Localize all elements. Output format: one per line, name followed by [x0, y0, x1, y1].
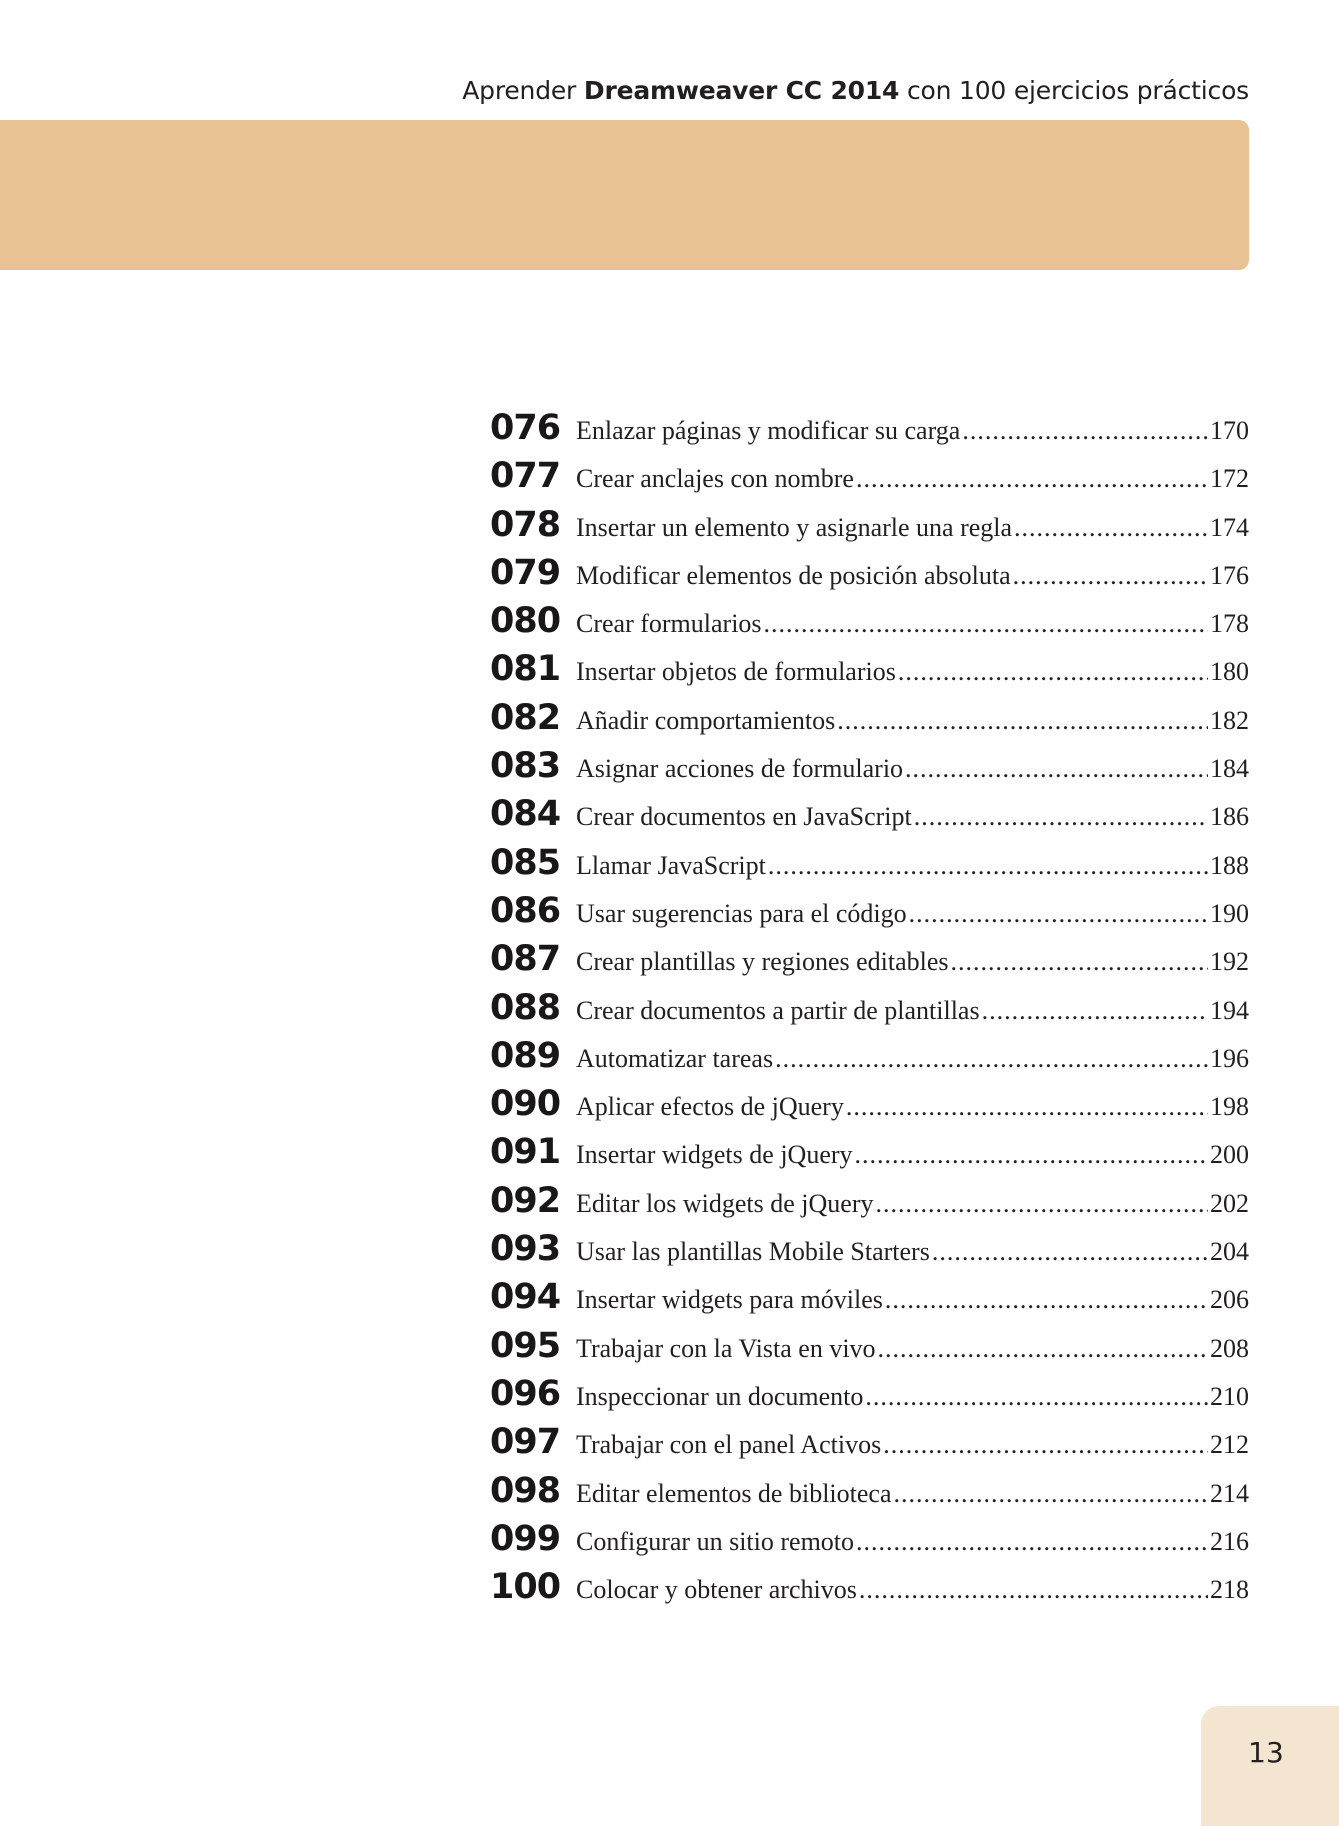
toc-exercise-title: Enlazar páginas y modificar su carga: [576, 416, 961, 445]
toc-page-number: 194: [1210, 995, 1249, 1025]
toc-page-number: 184: [1210, 754, 1249, 784]
toc-page-number: 202: [1210, 1188, 1249, 1218]
toc-exercise-title: Inspeccionar un documento: [576, 1381, 864, 1411]
toc-page-number: 214: [1210, 1478, 1249, 1508]
toc-exercise-number: 093: [490, 1229, 561, 1270]
toc-page-number: 206: [1210, 1285, 1249, 1315]
header-prefix: Aprender: [462, 76, 577, 105]
toc-dot-leader: [856, 464, 1208, 494]
toc-exercise-title: Insertar objetos de formularios: [576, 657, 896, 687]
toc-dot-leader: [885, 1285, 1208, 1315]
toc-page-number: 210: [1210, 1381, 1249, 1411]
toc-entry: [490, 891, 1249, 939]
toc-page-number: 216: [1210, 1526, 1249, 1556]
toc-exercise-number: 082: [490, 697, 561, 738]
toc-entry: [490, 456, 1249, 504]
header-suffix: con 100 ejercicios prácticos: [906, 76, 1249, 105]
toc-dot-leader: [1013, 561, 1208, 591]
toc-exercise-number: 097: [490, 1422, 561, 1463]
toc-exercise-number: 078: [490, 504, 561, 545]
toc-exercise-title: Crear plantillas y regiones editables: [576, 947, 949, 977]
toc-dot-leader: [876, 1189, 1209, 1219]
toc-dot-leader: [837, 706, 1208, 736]
toc-dot-leader: [775, 1044, 1208, 1074]
toc-page-number: 170: [1210, 416, 1249, 445]
toc-page-number: 196: [1210, 1043, 1249, 1073]
toc-dot-leader: [846, 1092, 1208, 1122]
toc-exercise-number: 077: [490, 456, 561, 497]
toc-exercise-title: Usar las plantillas Mobile Starters: [576, 1237, 930, 1267]
toc-entry: [490, 1084, 1249, 1132]
toc-exercise-title: Editar los widgets de jQuery: [576, 1188, 874, 1218]
toc-entry: [490, 746, 1249, 794]
toc-dot-leader: [905, 754, 1208, 784]
toc-dot-leader: [962, 416, 1208, 446]
toc-exercise-title: Crear formularios: [576, 609, 762, 639]
toc-page-number: 178: [1210, 609, 1249, 639]
toc-exercise-title: Añadir comportamientos: [576, 705, 836, 735]
toc-exercise-title: Asignar acciones de formulario: [576, 754, 904, 784]
toc-exercise-number: 099: [490, 1518, 561, 1559]
toc-entry: [490, 553, 1249, 601]
toc-exercise-title: Crear documentos en JavaScript: [576, 802, 912, 832]
toc-entry: [490, 939, 1249, 987]
toc-exercise-number: 081: [490, 649, 561, 690]
toc-exercise-title: Insertar un elemento y asignarle una regla: [576, 512, 1013, 542]
toc-page-number: 198: [1210, 1092, 1249, 1122]
toc-dot-leader: [856, 1527, 1208, 1557]
toc-exercise-title: Insertar widgets de jQuery: [576, 1140, 853, 1170]
toc-entry: [490, 1229, 1249, 1277]
toc-exercise-title: Colocar y obtener archivos: [576, 1575, 857, 1605]
toc-exercise-title: Modificar elementos de posición absoluta: [576, 560, 1011, 590]
toc-exercise-number: 076: [490, 408, 561, 448]
toc-dot-leader: [859, 1575, 1208, 1605]
toc-dot-leader: [878, 1334, 1208, 1364]
toc-dot-leader: [894, 1479, 1209, 1509]
toc-entry: [490, 505, 1249, 553]
toc-exercise-number: 083: [490, 746, 561, 787]
toc-exercise-number: 080: [490, 601, 561, 642]
toc-dot-leader: [982, 996, 1208, 1026]
toc-dot-leader: [865, 1382, 1208, 1412]
toc-exercise-number: 084: [490, 794, 561, 835]
header-banner: [0, 120, 1249, 270]
toc-exercise-number: 087: [490, 939, 561, 980]
toc-page-number: 188: [1210, 850, 1249, 880]
toc-exercise-number: 086: [490, 890, 561, 931]
toc-dot-leader: [909, 899, 1208, 929]
toc-entry: [490, 1567, 1249, 1615]
toc-entry: [490, 988, 1249, 1036]
toc-exercise-title: Crear anclajes con nombre: [576, 464, 854, 494]
toc-entry: [490, 601, 1249, 649]
running-header: [462, 76, 1249, 105]
toc-entry: [490, 1277, 1249, 1325]
toc-exercise-title: Aplicar efectos de jQuery: [576, 1092, 844, 1122]
toc-page-number: 182: [1210, 705, 1249, 735]
toc-entry: [490, 1036, 1249, 1084]
toc-exercise-number: 094: [490, 1277, 561, 1318]
toc-page-number: 192: [1210, 947, 1249, 977]
toc-page-number: 218: [1210, 1575, 1249, 1605]
toc-exercise-number: 079: [490, 552, 561, 593]
toc-entry: [490, 794, 1249, 842]
toc-dot-leader: [768, 851, 1208, 881]
toc-dot-leader: [855, 1140, 1208, 1170]
toc-exercise-title: Trabajar con la Vista en vivo: [576, 1333, 876, 1363]
toc-page-number: 180: [1210, 657, 1249, 687]
toc-dot-leader: [898, 657, 1208, 687]
toc-page-number: 204: [1210, 1237, 1249, 1267]
toc-page-number: 208: [1210, 1333, 1249, 1363]
toc-entry: [490, 408, 1249, 456]
table-of-contents: [490, 408, 1249, 1615]
toc-entry: [490, 1422, 1249, 1470]
toc-page-number: 200: [1210, 1140, 1249, 1170]
toc-dot-leader: [764, 609, 1208, 639]
page-number: 13: [1248, 1736, 1284, 1769]
toc-exercise-number: 100: [490, 1567, 561, 1608]
header-book-title: Dreamweaver CC 2014: [583, 76, 900, 105]
toc-dot-leader: [883, 1430, 1208, 1460]
toc-page-number: 176: [1210, 560, 1249, 590]
toc-exercise-title: Llamar JavaScript: [576, 850, 766, 880]
toc-exercise-title: Usar sugerencias para el código: [576, 898, 907, 928]
toc-exercise-number: 091: [490, 1132, 561, 1173]
toc-exercise-title: Configurar un sitio remoto: [576, 1526, 855, 1556]
toc-dot-leader: [1014, 513, 1208, 543]
toc-exercise-title: Insertar widgets para móviles: [576, 1285, 883, 1315]
toc-exercise-number: 096: [490, 1373, 561, 1414]
toc-entry: [490, 1326, 1249, 1374]
toc-entry: [490, 1519, 1249, 1567]
toc-entry: [490, 843, 1249, 891]
toc-dot-leader: [951, 947, 1208, 977]
toc-exercise-title: Trabajar con el panel Activos: [576, 1430, 882, 1460]
toc-entry: [490, 1181, 1249, 1229]
toc-entry: [490, 1471, 1249, 1519]
toc-exercise-number: 090: [490, 1084, 561, 1125]
toc-exercise-title: Automatizar tareas: [576, 1043, 774, 1073]
toc-exercise-number: 092: [490, 1180, 561, 1221]
toc-exercise-title: Editar elementos de biblioteca: [576, 1478, 892, 1508]
toc-exercise-title: Crear documentos a partir de plantillas: [576, 995, 980, 1025]
toc-entry: [490, 1132, 1249, 1180]
toc-entry: [490, 1374, 1249, 1422]
toc-entry: [490, 698, 1249, 746]
toc-page-number: 212: [1210, 1430, 1249, 1460]
toc-page-number: 174: [1210, 512, 1249, 542]
toc-page-number: 190: [1210, 898, 1249, 928]
toc-exercise-number: 085: [490, 842, 561, 883]
toc-dot-leader: [914, 802, 1208, 832]
toc-exercise-number: 089: [490, 1035, 561, 1076]
toc-dot-leader: [932, 1237, 1208, 1267]
toc-exercise-number: 095: [490, 1325, 561, 1366]
toc-page-number: 172: [1210, 464, 1249, 494]
toc-entry: [490, 649, 1249, 697]
toc-exercise-number: 098: [490, 1470, 561, 1511]
toc-exercise-number: 088: [490, 987, 561, 1028]
toc-page-number: 186: [1210, 802, 1249, 832]
